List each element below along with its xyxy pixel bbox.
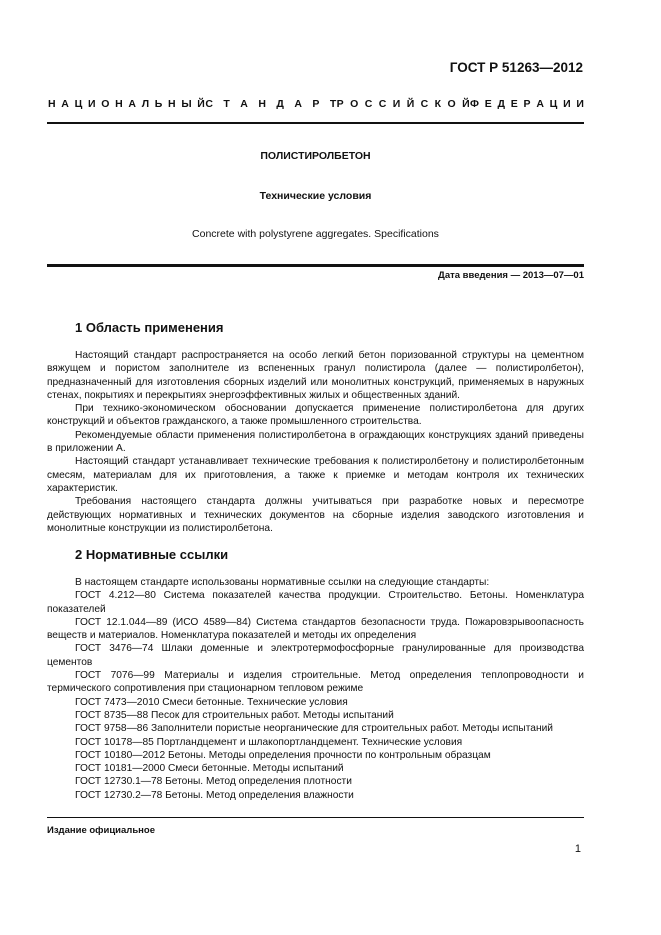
section-body-references: [47, 576, 584, 802]
paragraph: Рекомендуемые области применения полистиролбетона в ограждающих конструкциях зданий приведены в приложении А.: [47, 429, 584, 455]
document-title-english: Concrete with polystyrene aggregates. Specifications: [192, 228, 439, 240]
heading-word: Н А Ц И О Н А Л Ь Н Ы Й: [48, 98, 205, 110]
section-heading-references: 2 Нормативные ссылки: [75, 547, 229, 562]
national-standard-heading: [48, 98, 584, 110]
reference-item: ГОСТ 10181—2000 Смеси бетонные. Методы испытаний: [75, 763, 344, 775]
reference-item: ГОСТ 10180—2012 Бетоны. Методы определения прочности по контрольным образцам: [75, 749, 491, 761]
reference-item: ГОСТ 12.1.044—89 (ИСО 4589—84) Система стандартов безопасности труда. Пожаровзрывоопасность веществ и материалов. Номенклатура показателей и методы их определения: [47, 616, 584, 642]
reference-item: ГОСТ 9758—86 Заполнители пористые неорганические для строительных работ. Методы испытаний: [75, 723, 553, 735]
paragraph: При технико-экономическом обосновании допускается применение полистиролбетона для других конструкций и объектов гражданского, а также промышленного строительства.: [47, 403, 584, 428]
introduction-date: Дата введения — 2013—07—01: [438, 270, 584, 281]
title-divider: [47, 264, 584, 267]
reference-item: ГОСТ 10178—85 Портландцемент и шлакопортландцемент. Технические условия: [75, 736, 463, 748]
reference-item: ГОСТ 12730.1—78 Бетоны. Метод определения плотности: [75, 776, 352, 788]
paragraph: Настоящий стандарт распространяется на особо легкий бетон поризованной структуры на цементном вяжущем и пористом заполнителе из вспененных гранул полистирола (далее — полистиролбетон), предназначенный для изготовления сборных изделий или монолитных конструкций, применяемых в наружных стенах, покрытиях и перекрытиях энергоэффективных жилых и общественных зданий.: [47, 350, 584, 401]
page-number: 1: [574, 843, 581, 855]
reference-item: ГОСТ 7076—99 Материалы и изделия строительные. Метод определения теплопроводности и термического сопротивления при стационарном тепловом режиме: [47, 670, 584, 695]
paragraph: Настоящий стандарт устанавливает технические требования к полистиролбетону и полистиролбетонным смесям, материалам для их приготовления, а также к приемке и методам контроля их технических характеристик.: [47, 456, 584, 494]
document-subtitle: Технические условия: [259, 190, 372, 202]
official-edition-label: Издание официальное: [47, 825, 155, 836]
header-divider: [47, 122, 584, 124]
section-heading-scope: 1 Область применения: [75, 320, 224, 335]
document-number: ГОСТ Р 51263—2012: [449, 60, 583, 75]
reference-item: ГОСТ 8735—88 Песок для строительных работ. Методы испытаний: [75, 709, 394, 721]
footer-divider: [47, 817, 584, 818]
heading-word: Р О С С И Й С К О Й: [336, 98, 470, 110]
document-title: ПОЛИСТИРОЛБЕТОН: [260, 150, 371, 162]
reference-item: ГОСТ 7473—2010 Смеси бетонные. Технические условия: [75, 696, 348, 708]
paragraph: Требования настоящего стандарта должны учитываться при разработке новых и пересмотре действующих нормативных и технических документов на сборные изделия заводского изготовления и монолитные конструкции из полистиролбетона.: [47, 496, 584, 534]
paragraph: В настоящем стандарте использованы нормативные ссылки на следующие стандарты:: [75, 577, 490, 588]
section-body-scope: [47, 349, 584, 535]
reference-item: ГОСТ 12730.2—78 Бетоны. Метод определения влажности: [75, 789, 354, 801]
heading-word: Ф Е Д Е Р А Ц И И: [469, 98, 584, 110]
reference-item: ГОСТ 4.212—80 Система показателей качества продукции. Строительство. Бетоны. Номенклатура показателей: [47, 590, 584, 615]
reference-item: ГОСТ 3476—74 Шлаки доменные и электротермофосфорные гранулированные для производства цементов: [47, 643, 584, 668]
heading-word: С Т А Н Д А Р Т: [205, 98, 337, 110]
